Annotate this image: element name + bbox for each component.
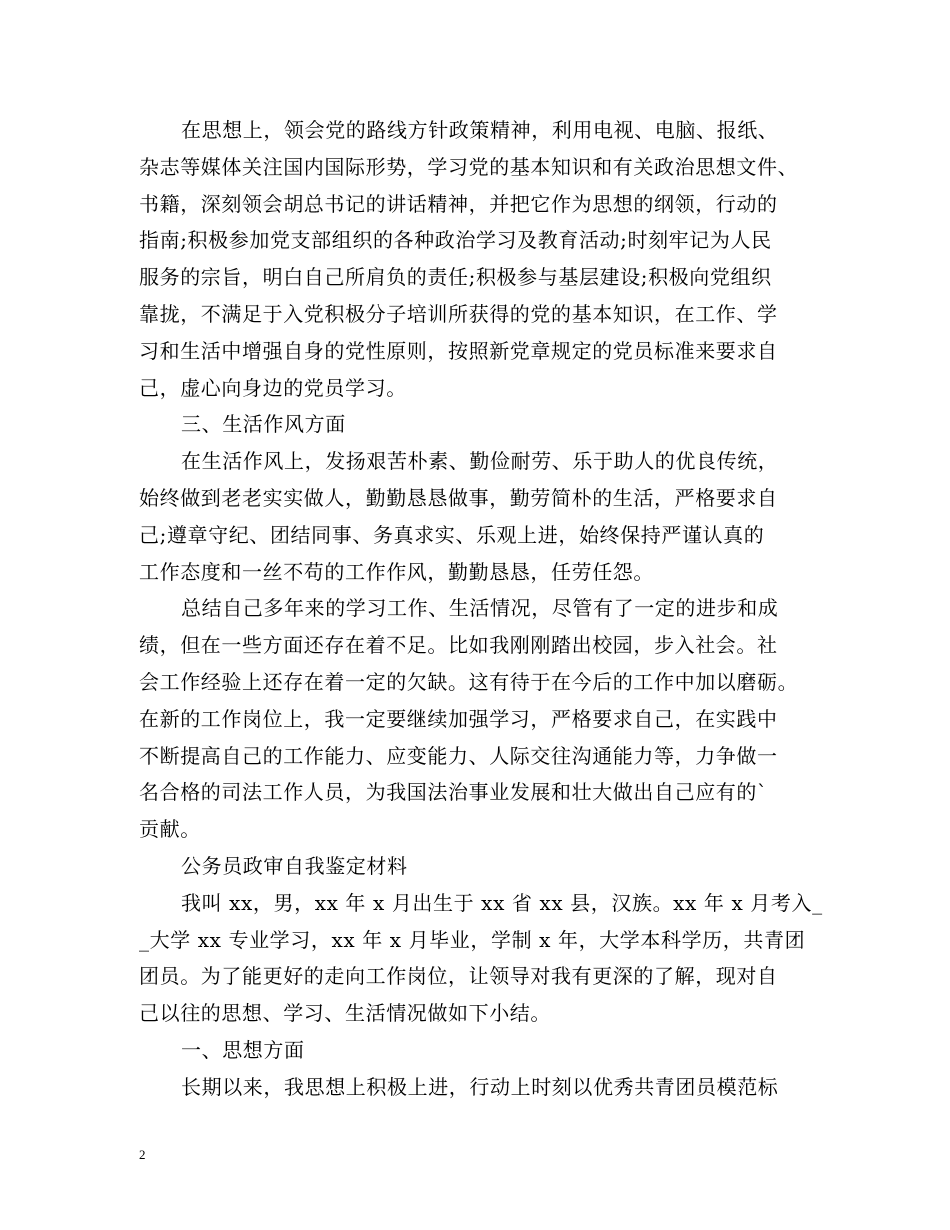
text-line: 总结自己多年来的学习工作、生活情况，尽管有了一定的进步和成	[181, 596, 779, 621]
text-line: 己，虚心向身边的党员学习。	[139, 375, 407, 400]
section-heading: 三、生活作风方面	[181, 412, 346, 437]
text-line: 工作态度和一丝不苟的工作作风，勤勤恳恳，任劳任怨。	[139, 559, 654, 584]
text-line: 贡献。	[139, 817, 201, 842]
text-line: 始终做到老老实实做人，勤勤恳恳做事，勤劳简朴的生活，严格要求自	[139, 485, 778, 510]
text-line: 绩，但在一些方面还存在着不足。比如我刚刚踏出校园，步入社会。社	[139, 633, 778, 658]
text-line: 己以往的思想、学习、生活情况做如下小结。	[139, 1001, 551, 1026]
text-line: _大学 xx 专业学习，xx 年 x 月毕业，学制 x 年，大学本科学历，共青团	[139, 927, 806, 952]
document-body	[139, 112, 829, 1106]
text-line: 杂志等媒体关注国内国际形势，学习党的基本知识和有关政治思想文件、	[139, 154, 799, 179]
text-line: 习和生活中增强自身的党性原则，按照新党章规定的党员标准来要求自	[139, 338, 778, 363]
text-line: 在新的工作岗位上，我一定要继续加强学习，严格要求自己，在实践中	[139, 706, 778, 731]
text-line: 不断提高自己的工作能力、应变能力、人际交往沟通能力等，力争做一	[139, 743, 778, 768]
text-line: 我叫 xx，男，xx 年 x 月出生于 xx 省 xx 县，汉族。xx 年 x 月考入_	[181, 890, 823, 915]
text-line: 靠拢，不满足于入党积极分子培训所获得的党的基本知识，在工作、学	[139, 301, 778, 326]
document-title: 公务员政审自我鉴定材料	[181, 853, 408, 878]
text-line: 名合格的司法工作人员，为我国法治事业发展和壮大做出自己应有的`	[139, 780, 768, 805]
text-line: 会工作经验上还存在着一定的欠缺。这有待于在今后的工作中加以磨砺。	[139, 669, 799, 694]
text-line: 服务的宗旨，明白自己所肩负的责任;积极参与基层建设;积极向党组织	[139, 265, 772, 290]
text-line: 指南;积极参加党支部组织的各种政治学习及教育活动;时刻牢记为人民	[139, 228, 772, 253]
text-line: 书籍，深刻领会胡总书记的讲话精神，并把它作为思想的纲领，行动的	[139, 191, 778, 216]
page-number: 2	[139, 1147, 146, 1162]
text-line: 在生活作风上，发扬艰苦朴素、勤俭耐劳、乐于助人的优良传统，	[181, 449, 779, 474]
text-line: 长期以来，我思想上积极上进，行动上时刻以优秀共青团员模范标	[181, 1074, 779, 1099]
text-line: 在思想上，领会党的路线方针政策精神，利用电视、电脑、报纸、	[181, 118, 779, 142]
section-heading: 一、思想方面	[181, 1037, 305, 1062]
text-line: 己;遵章守纪、团结同事、务真求实、乐观上进，始终保持严谨认真的	[139, 522, 765, 547]
text-line: 团员。为了能更好的走向工作岗位，让领导对我有更深的了解，现对自	[139, 964, 778, 989]
